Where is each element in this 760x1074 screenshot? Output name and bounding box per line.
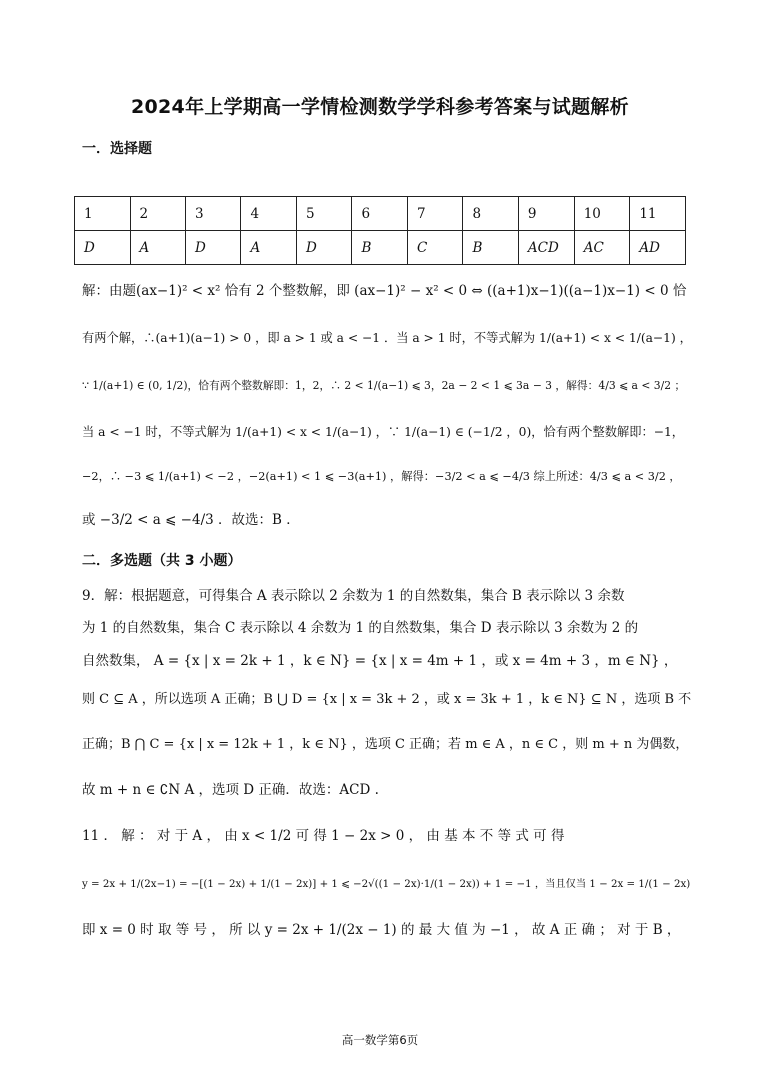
section-heading-choice: 一．选择题 bbox=[82, 141, 152, 157]
solution-line: 解：由题(ax−1)² < x² 恰有 2 个整数解，即 (ax−1)² − x² < 0 ⇔ ((a+1)x−1)((a−1)x−1) < 0 恰 bbox=[82, 283, 687, 299]
answer-key: D bbox=[296, 231, 352, 265]
question-number: 11 bbox=[630, 197, 686, 231]
question-number: 2 bbox=[130, 197, 185, 231]
document-title: 2024年上学期高一学情检测数学学科参考答案与试题解析 bbox=[131, 96, 629, 118]
answer-key: ACD bbox=[518, 231, 574, 265]
page-footer: 高一数学第6页 bbox=[341, 1033, 419, 1047]
answer-key: D bbox=[75, 231, 131, 265]
solution-line: 正确；B ⋂ C = {x | x = 12k + 1 ，k ∈ N} ，选项 C 正确；若 m ∈ A ，n ∈ C ，则 m + n 为偶数， bbox=[82, 737, 689, 752]
solution-line: 自然数集， A = {x | x = 2k + 1 ，k ∈ N} = {x | x = 4m + 1 ，或 x = 4m + 3 ，m ∈ N} ， bbox=[82, 653, 678, 669]
answer-key: AC bbox=[574, 231, 630, 265]
solution-line: 故 m + n ∈ ∁N A ，选项 D 正确．故选：ACD . bbox=[82, 782, 379, 798]
solution-line: 或 −3/2 < a ⩽ −4/3 ．故选：B ． bbox=[82, 512, 300, 528]
section-heading-multi-choice: 二．多选题（共 3 小题） bbox=[82, 553, 242, 569]
solution-line: 则 C ⊆ A ，所以选项 A 正确；B ⋃ D = {x | x = 3k + 2 ，或 x = 3k + 1 ，k ∈ N} ⊆ N ，选项 B 不 bbox=[82, 692, 692, 707]
answer-key: B bbox=[352, 231, 407, 265]
solution-line: y = 2x + 1/(2x−1) = −[(1 − 2x) + 1/(1 − 2x)] + 1 ⩽ −2√((1 − 2x)·1/(1 − 2x)) + 1 = −1 ，当且仅当 1 − 2x = 1/(1 − 2x) bbox=[82, 878, 691, 890]
solution-line: ∵ 1/(a+1) ∈ (0, 1/2)，恰有两个整数解即：1，2，∴ 2 < 1/(a−1) ⩽ 3，2a − 2 < 1 ⩽ 3a − 3 ，解得：4/3 ⩽ a < 3/2 ； bbox=[82, 379, 686, 392]
question-number: 7 bbox=[407, 197, 462, 231]
question-number: 5 bbox=[296, 197, 352, 231]
answer-table bbox=[74, 196, 686, 265]
question-number: 9 bbox=[518, 197, 574, 231]
answer-key: AD bbox=[630, 231, 686, 265]
answer-key: A bbox=[130, 231, 185, 265]
answer-key: B bbox=[463, 231, 518, 265]
answer-key: D bbox=[185, 231, 241, 265]
answer-key: C bbox=[407, 231, 462, 265]
question-number: 3 bbox=[185, 197, 241, 231]
question-number: 6 bbox=[352, 197, 407, 231]
question-number: 4 bbox=[241, 197, 296, 231]
solution-line: 为 1 的自然数集，集合 C 表示除以 4 余数为 1 的自然数集，集合 D 表示除以 3 余数为 2 的 bbox=[82, 620, 639, 636]
answer-table-number-row bbox=[75, 197, 686, 231]
solution-line: 即 x = 0 时 取 等 号 ， 所 以 y = 2x + 1/(2x − 1) 的 最 大 值 为 −1 ， 故 A 正 确 ； 对 于 B ， bbox=[82, 922, 681, 938]
solution-line: 当 a < −1 时，不等式解为 1/(a+1) < x < 1/(a−1) ，∵ 1/(a−1) ∈ (−1/2 ，0)，恰有两个整数解即：−1， bbox=[82, 425, 685, 439]
solution-line: 有两个解，∴(a+1)(a−1) > 0 ，即 a > 1 或 a < −1 ．当 a > 1 时，不等式解为 1/(a+1) < x < 1/(a−1) ， bbox=[82, 331, 692, 345]
solution-line: 9．解：根据题意，可得集合 A 表示除以 2 余数为 1 的自然数集，集合 B 表示除以 3 余数 bbox=[82, 588, 625, 604]
question-number: 8 bbox=[463, 197, 518, 231]
answer-key: A bbox=[241, 231, 296, 265]
solution-line: −2，∴ −3 ⩽ 1/(a+1) < −2 ，−2(a+1) < 1 ⩽ −3(a+1) ，解得：−3/2 < a ⩽ −4/3 综上所述：4/3 ⩽ a < 3/2 ， bbox=[82, 470, 681, 483]
question-number: 10 bbox=[574, 197, 630, 231]
answer-table-key-row bbox=[75, 231, 686, 265]
question-number: 1 bbox=[75, 197, 131, 231]
solution-line: 11 ． 解 ： 对 于 A ， 由 x < 1/2 可 得 1 − 2x > 0 ， 由 基 本 不 等 式 可 得 bbox=[82, 828, 565, 844]
